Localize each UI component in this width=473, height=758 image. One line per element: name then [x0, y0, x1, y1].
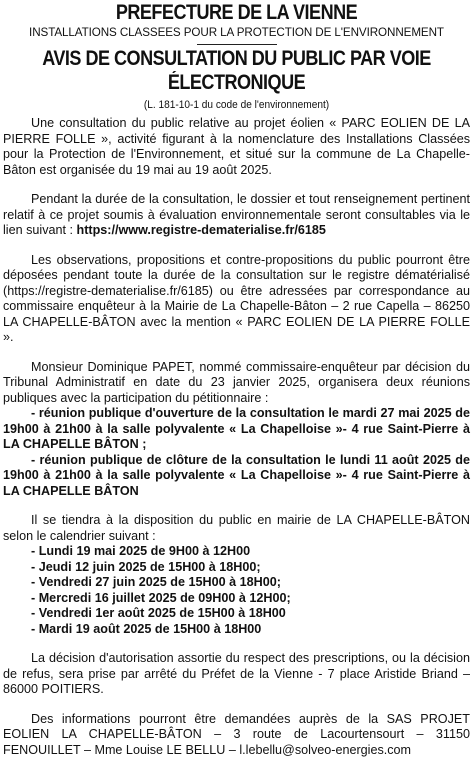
meeting-opening-text: - réunion publique d'ouverture de la consultation le mardi 27 mai 2025 de 19h00 à 21h00 à la salle polyvalente « La Chapelloise »- 4 rue Saint-Pierre à LA CHAPELLE BÂTON ; — [3, 406, 470, 451]
paragraph-schedule-intro: Il se tiendra à la disposition du public en mairie de LA CHAPELLE-BÂTON selon le calendrier suivant : — [3, 513, 470, 544]
paragraph-contact: Des informations pourront être demandées auprès de la SAS PROJET EOLIEN LA CHAPELLE-BÂTON – 3 route de Lacourtensourt – 31150 FENOUILLET – Mme Louise LE BELLU – l.lebellu@solveo-energies.com — [3, 712, 470, 758]
paragraph-dossier — [3, 192, 470, 239]
meeting-opening — [3, 406, 470, 453]
schedule-list — [3, 544, 470, 637]
prefecture-heading: PREFECTURE DE LA VIENNE — [36, 2, 438, 24]
divider — [197, 44, 277, 45]
paragraph-decision: La décision d'autorisation assortie du respect des prescriptions, ou la décision de refus, sera prise par arrêté du Préfet de la Vienne - 7 place Aristide Briand – 86000 POITIERS. — [3, 651, 470, 698]
schedule-item: - Lundi 19 mai 2025 de 9H00 à 12H00 — [31, 544, 470, 560]
schedule-item: - Jeudi 12 juin 2025 de 15H00 à 18H00; — [31, 560, 470, 576]
paragraph-meetings-intro: Monsieur Dominique PAPET, nommé commissaire-enquêteur par décision du Tribunal Administratif en date du 23 janvier 2025, organisera deux réunions publiques avec la participation du pétitionnaire : — [3, 360, 470, 407]
schedule-item: - Vendredi 1er août 2025 de 15H00 à 18H00 — [31, 606, 470, 622]
subtitle: INSTALLATIONS CLASSEES POUR LA PROTECTION DE L'ENVIRONNEMENT — [17, 25, 456, 40]
schedule-item: - Mercredi 16 juillet 2025 de 09H00 à 12H00; — [31, 591, 470, 607]
paragraph-dossier-text: Pendant la durée de la consultation, le dossier et tout renseignement pertinent relatif à ce projet soumis à évaluation environnementale seront consultables via le lien suivant : — [3, 192, 470, 237]
schedule-item: - Vendredi 27 juin 2025 de 15H00 à 18H00; — [31, 575, 470, 591]
schedule-item: - Mardi 19 août 2025 de 15H00 à 18H00 — [31, 622, 470, 638]
notice-title-line2: ÉLECTRONIQUE — [36, 71, 438, 95]
meeting-closing-text: - réunion publique de clôture de la consultation le lundi 11 août 2025 de 19h00 à 21h00 à la salle polyvalente « La Chapelloise »- 4 rue Saint-Pierre à LA CHAPELLE BÂTON — [3, 453, 470, 498]
notice-title-line1: AVIS DE CONSULTATION DU PUBLIC PAR VOIE — [36, 47, 438, 71]
paragraph-intro: Une consultation du public relative au projet éolien « PARC EOLIEN DE LA PIERRE FOLLE », activité figurant à la nomenclature des Installations Classées pour la Protection de l'Environnement, et situé sur la commune de La Chapelle-Bâton est organisée du 19 mai au 19 août 2025. — [3, 116, 470, 178]
registry-link[interactable]: https://www.registre-dematerialise.fr/6185 — [77, 223, 326, 237]
meeting-closing — [3, 453, 470, 500]
paragraph-observations: Les observations, propositions et contre-propositions du public pourront être déposées pendant toute la durée de la consultation sur le registre dématérialisé (https://registre-dematerialise.fr/6185) ou être adressées par correspondance au commissaire enquêteur à la Mairie de La Chapelle-Bâton – 2 rue Capella – 86250 LA CHAPELLE-BÂTON avec la mention « PARC EOLIEN DE LA PIERRE FOLLE ». — [3, 253, 470, 346]
legal-reference: (L. 181-10-1 du code de l'environnement) — [22, 98, 452, 112]
